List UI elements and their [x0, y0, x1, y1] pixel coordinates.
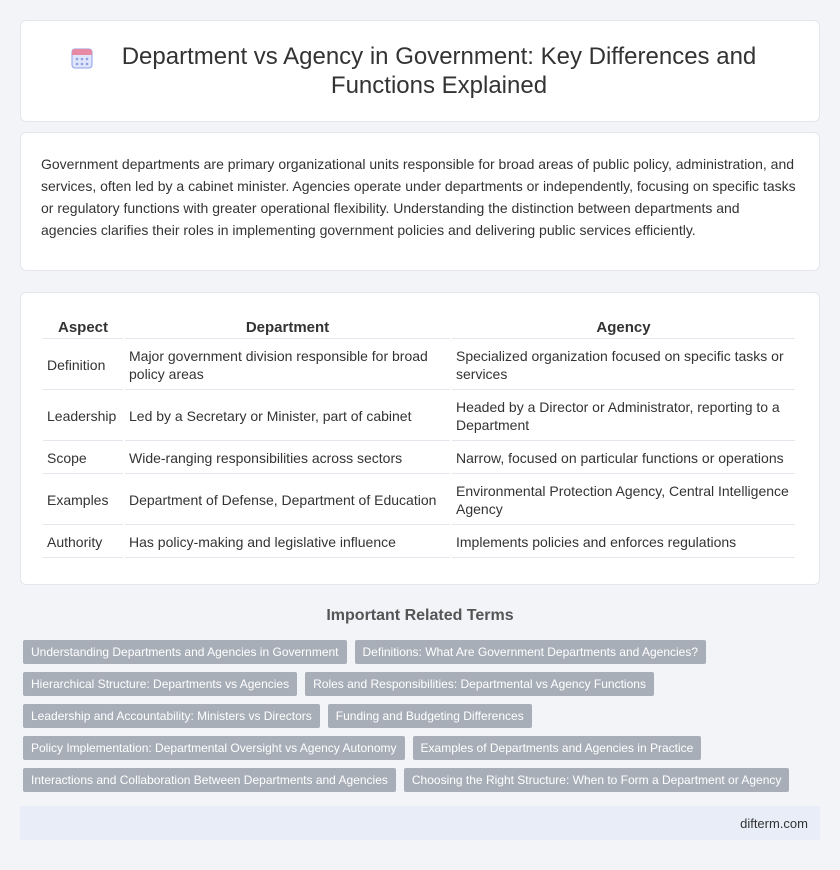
header-card [20, 20, 820, 122]
cell-agency: Environmental Protection Agency, Central Intelligence Agency [452, 476, 795, 525]
related-term-tag[interactable]: Interactions and Collaboration Between Departments and Agencies [23, 768, 396, 792]
cell-agency: Specialized organization focused on specific tasks or services [452, 341, 795, 390]
related-term-tag[interactable]: Definitions: What Are Government Departments and Agencies? [355, 640, 707, 664]
related-term-tag[interactable]: Choosing the Right Structure: When to Form a Department or Agency [404, 768, 790, 792]
site-link[interactable]: difterm.com [740, 815, 808, 831]
table-row [43, 392, 795, 441]
cell-aspect: Examples [43, 476, 123, 525]
title-wrap [70, 42, 770, 100]
related-terms-list [23, 640, 823, 792]
page-title: Department vs Agency in Government: Key Differences and Functions Explained [121, 43, 757, 99]
intro-card [20, 132, 820, 271]
related-term-tag[interactable]: Policy Implementation: Departmental Oversight vs Agency Autonomy [23, 736, 405, 760]
cell-department: Wide-ranging responsibilities across sectors [125, 443, 450, 474]
cell-aspect: Scope [43, 443, 123, 474]
footer [20, 806, 820, 840]
table-row [43, 341, 795, 390]
related-term-tag[interactable]: Hierarchical Structure: Departments vs Agencies [23, 672, 297, 696]
related-term-tag[interactable]: Understanding Departments and Agencies in Government [23, 640, 347, 664]
table-header-row [43, 315, 795, 339]
table-row [43, 527, 795, 558]
header-aspect: Aspect [43, 315, 123, 339]
related-term-tag[interactable]: Leadership and Accountability: Ministers vs Directors [23, 704, 320, 728]
cell-aspect: Leadership [43, 392, 123, 441]
cell-agency: Narrow, focused on particular functions or operations [452, 443, 795, 474]
related-term-tag[interactable]: Examples of Departments and Agencies in Practice [413, 736, 702, 760]
table-row [43, 443, 795, 474]
comparison-table [41, 313, 797, 560]
related-term-tag[interactable]: Funding and Budgeting Differences [328, 704, 532, 728]
comparison-table-card [20, 292, 820, 585]
cell-agency: Headed by a Director or Administrator, reporting to a Department [452, 392, 795, 441]
intro-paragraph: Government departments are primary organizational units responsible for broad areas of public policy, administration, and services, often led by a cabinet minister. Agencies operate under departments or independently, focusing on specific tasks or regulatory functions with greater operational flexibility. Understanding the distinction between departments and agencies clarifies their roles in implementing government policies and delivering public services efficiently. [41, 156, 796, 238]
header-agency: Agency [452, 315, 795, 339]
cell-department: Department of Defense, Department of Education [125, 476, 450, 525]
related-term-tag[interactable]: Roles and Responsibilities: Departmental vs Agency Functions [305, 672, 654, 696]
header-department: Department [125, 315, 450, 339]
cell-aspect: Definition [43, 341, 123, 390]
cell-department: Led by a Secretary or Minister, part of cabinet [125, 392, 450, 441]
cell-department: Major government division responsible for broad policy areas [125, 341, 450, 390]
table-row [43, 476, 795, 525]
calendar-icon [70, 46, 94, 70]
cell-agency: Implements policies and enforces regulations [452, 527, 795, 558]
related-terms-title: Important Related Terms [326, 607, 514, 624]
cell-aspect: Authority [43, 527, 123, 558]
cell-department: Has policy-making and legislative influence [125, 527, 450, 558]
